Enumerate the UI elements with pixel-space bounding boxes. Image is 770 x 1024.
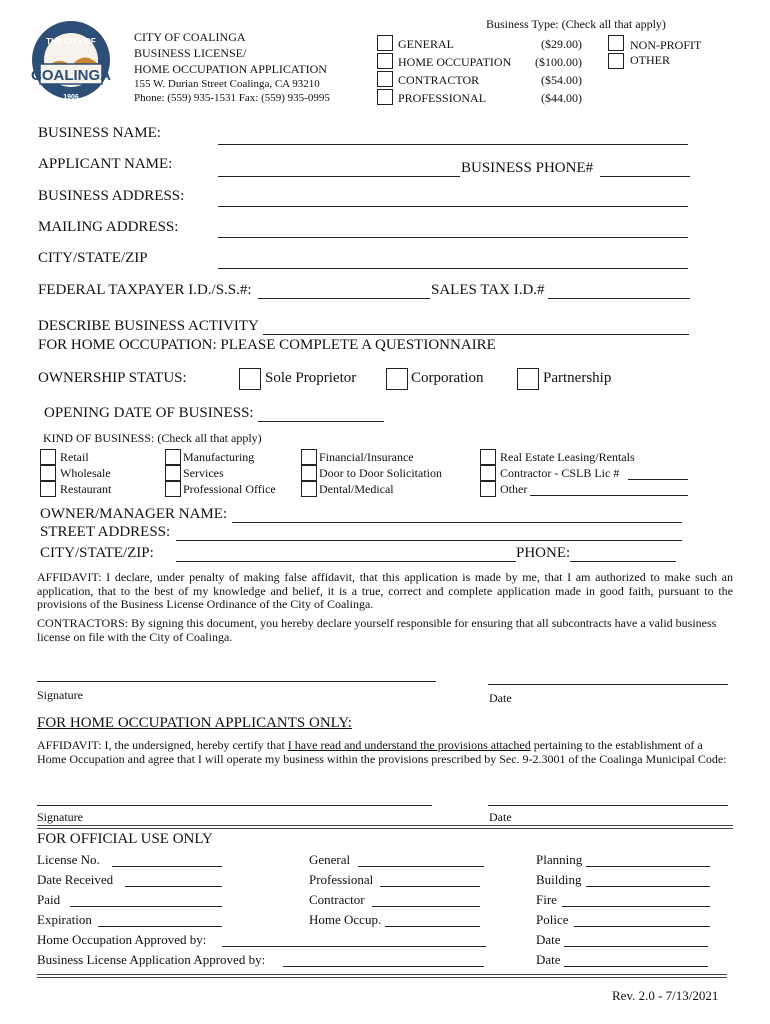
official-heading: FOR OFFICIAL USE ONLY xyxy=(37,831,213,847)
home-occup-official-label: Home Occup. xyxy=(309,912,382,927)
home-approved-date-field[interactable] xyxy=(564,946,708,947)
home-occ-signature-field[interactable] xyxy=(37,805,432,806)
restaurant-checkbox[interactable] xyxy=(40,481,56,497)
opening-date-field[interactable] xyxy=(258,421,384,422)
home-occ-heading: FOR HOME OCCUPATION APPLICANTS ONLY: xyxy=(37,715,352,731)
questionnaire-note: FOR HOME OCCUPATION: PLEASE COMPLETE A QUESTIONNAIRE xyxy=(38,337,496,353)
cslb-number-field[interactable] xyxy=(628,479,688,480)
corporation-label: Corporation xyxy=(411,370,484,386)
dental-medical-checkbox[interactable] xyxy=(301,481,317,497)
contractor-official-label: Contractor xyxy=(309,892,365,907)
police-field[interactable] xyxy=(574,926,710,927)
partnership-checkbox[interactable] xyxy=(517,368,539,390)
business-name-field[interactable] xyxy=(218,144,688,145)
building-label: Building xyxy=(536,872,582,887)
license-no-label: License No. xyxy=(37,852,100,867)
corporation-checkbox[interactable] xyxy=(386,368,408,390)
bl-approved-date-label: Date xyxy=(536,952,561,967)
owner-phone-label: PHONE: xyxy=(516,545,571,561)
contractor-cslb-label: Contractor - CSLB Lic # xyxy=(500,466,620,480)
signature-field[interactable] xyxy=(37,681,436,682)
header-city: CITY OF COALINGA xyxy=(134,30,246,44)
svg-text:THE CITY OF: THE CITY OF xyxy=(46,37,96,46)
contractors-text: CONTRACTORS: By signing this document, you hereby declare yourself responsible for ensuring that all subcontracts have a valid business license on file with the City of Coalinga. xyxy=(37,616,717,644)
bl-approved-date-field[interactable] xyxy=(564,966,708,967)
retail-label: Retail xyxy=(60,450,89,464)
restaurant-label: Restaurant xyxy=(60,482,112,496)
manufacturing-label: Manufacturing xyxy=(183,450,255,464)
general-official-field[interactable] xyxy=(358,866,484,867)
opening-date-label: OPENING DATE OF BUSINESS: xyxy=(44,405,254,421)
city-state-zip-field[interactable] xyxy=(218,268,688,269)
services-checkbox[interactable] xyxy=(165,465,181,481)
real-estate-label: Real Estate Leasing/Rentals xyxy=(500,450,635,464)
home-occ-affidavit xyxy=(37,739,733,766)
home-approved-field[interactable] xyxy=(222,946,486,947)
other-type-checkbox[interactable] xyxy=(608,53,624,69)
owner-name-field[interactable] xyxy=(232,522,682,523)
general-fee: ($29.00) xyxy=(541,37,582,51)
manufacturing-checkbox[interactable] xyxy=(165,449,181,465)
applicant-name-label: APPLICANT NAME: xyxy=(38,156,173,172)
street-address-field[interactable] xyxy=(176,540,682,541)
business-phone-field[interactable] xyxy=(600,176,690,177)
bl-approved-field[interactable] xyxy=(283,966,484,967)
services-label: Services xyxy=(183,466,224,480)
svg-text:1906: 1906 xyxy=(63,94,79,101)
door-to-door-label: Door to Door Solicitation xyxy=(319,466,442,480)
official-divider-top xyxy=(37,825,733,829)
home-occ-aff-post: pertaining to the establishment of a Home Occupation and agree that I will operate my business within the provisions prescribed by Sec. 9-2.3001 of the Coalinga Municipal Code: xyxy=(37,738,727,766)
sales-tax-label: SALES TAX I.D.# xyxy=(431,282,545,298)
contractor-official-field[interactable] xyxy=(372,906,480,907)
wholesale-checkbox[interactable] xyxy=(40,465,56,481)
professional-official-label: Professional xyxy=(309,872,374,887)
contractor-label: CONTRACTOR xyxy=(398,73,480,87)
expiration-label: Expiration xyxy=(37,912,92,927)
coalinga-seal-icon xyxy=(30,14,112,106)
home-occupation-label: HOME OCCUPATION xyxy=(398,55,512,69)
mailing-address-field[interactable] xyxy=(218,237,688,238)
business-address-label: BUSINESS ADDRESS: xyxy=(38,188,185,204)
general-official-label: General xyxy=(309,852,351,867)
business-type-heading: Business Type: (Check all that apply) xyxy=(486,17,666,31)
partnership-label: Partnership xyxy=(543,370,612,386)
header-address: 155 W. Durian Street Coalinga, CA 93210 xyxy=(134,78,320,90)
owner-csz-field[interactable] xyxy=(176,561,516,562)
describe-activity-field[interactable] xyxy=(263,334,689,335)
owner-csz-label: CITY/STATE/ZIP: xyxy=(40,545,154,561)
professional-checkbox[interactable] xyxy=(377,89,393,105)
date-field[interactable] xyxy=(488,684,728,685)
business-address-field[interactable] xyxy=(218,206,688,207)
federal-id-label: FEDERAL TAXPAYER I.D./S.S.#: xyxy=(38,282,252,298)
non-profit-label: NON-PROFIT xyxy=(630,38,702,52)
other-kind-field[interactable] xyxy=(530,495,688,496)
bl-approved-label: Business License Application Approved by: xyxy=(37,952,266,967)
describe-activity-label: DESCRIBE BUSINESS ACTIVITY xyxy=(38,318,259,334)
home-occ-signature-label: Signature xyxy=(37,810,83,824)
business-name-label: BUSINESS NAME: xyxy=(38,125,161,141)
home-occupation-checkbox[interactable] xyxy=(377,53,393,69)
professional-official-field[interactable] xyxy=(380,886,480,887)
financial-label: Financial/Insurance xyxy=(319,450,414,464)
professional-fee: ($44.00) xyxy=(541,91,582,105)
owner-name-label: OWNER/MANAGER NAME: xyxy=(40,506,228,522)
home-approved-date-label: Date xyxy=(536,932,561,947)
professional-label: PROFESSIONAL xyxy=(398,91,487,105)
contractor-fee: ($54.00) xyxy=(541,73,582,87)
home-approved-label: Home Occupation Approved by: xyxy=(37,932,207,947)
official-divider-bottom xyxy=(37,974,727,978)
home-occ-date-label: Date xyxy=(489,810,512,824)
header-title-1: BUSINESS LICENSE/ xyxy=(134,46,247,60)
mailing-address-label: MAILING ADDRESS: xyxy=(38,219,179,235)
general-checkbox[interactable] xyxy=(377,35,393,51)
real-estate-checkbox[interactable] xyxy=(480,449,496,465)
other-kind-label: Other xyxy=(500,482,528,496)
fire-label: Fire xyxy=(536,892,557,907)
date-label: Date xyxy=(489,691,512,705)
sales-tax-field[interactable] xyxy=(548,298,690,299)
dental-medical-label: Dental/Medical xyxy=(319,482,394,496)
paid-field[interactable] xyxy=(70,906,222,907)
fire-field[interactable] xyxy=(562,906,710,907)
city-seal-logo xyxy=(30,14,112,106)
professional-office-label: Professional Office xyxy=(183,482,276,496)
license-no-field[interactable] xyxy=(112,866,222,867)
header-phone: Phone: (559) 935-1531 Fax: (559) 935-0995 xyxy=(134,92,330,104)
sole-proprietor-checkbox[interactable] xyxy=(239,368,261,390)
door-to-door-checkbox[interactable] xyxy=(301,465,317,481)
contractor-checkbox[interactable] xyxy=(377,71,393,87)
city-state-zip-label: CITY/STATE/ZIP xyxy=(38,250,148,266)
date-received-field[interactable] xyxy=(125,886,222,887)
building-field[interactable] xyxy=(586,886,710,887)
home-occupation-fee: ($100.00) xyxy=(535,55,582,69)
owner-phone-field[interactable] xyxy=(570,561,676,562)
home-occ-aff-underlined: I have read and understand the provisions attached xyxy=(287,738,531,752)
wholesale-label: Wholesale xyxy=(60,466,111,480)
home-occup-official-field[interactable] xyxy=(385,926,480,927)
home-occ-date-field[interactable] xyxy=(488,805,728,806)
other-type-label: OTHER xyxy=(630,53,670,67)
home-occ-aff-pre: AFFIDAVIT: I, the undersigned, hereby certify that xyxy=(37,738,288,752)
paid-label: Paid xyxy=(37,892,61,907)
kind-heading: KIND OF BUSINESS: (Check all that apply) xyxy=(43,431,262,445)
signature-label: Signature xyxy=(37,688,83,702)
planning-label: Planning xyxy=(536,852,583,867)
other-kind-checkbox[interactable] xyxy=(480,481,496,497)
sole-proprietor-label: Sole Proprietor xyxy=(265,370,357,386)
expiration-field[interactable] xyxy=(98,926,222,927)
retail-checkbox[interactable] xyxy=(40,449,56,465)
professional-office-checkbox[interactable] xyxy=(165,481,181,497)
revision-label: Rev. 2.0 - 7/13/2021 xyxy=(612,988,719,1003)
affidavit-text: AFFIDAVIT: I declare, under penalty of making false affidavit, that this application is made by me, that I am authorized to make such an application, that to the best of my knowledge and belief, it is a true, correct and complete application made in good faith, pursuant to the provisions of the Business License Ordinance of the City of Coalinga. xyxy=(37,570,733,611)
header-title-2: HOME OCCUPATION APPLICATION xyxy=(134,62,327,76)
police-label: Police xyxy=(536,912,569,927)
planning-field[interactable] xyxy=(586,866,710,867)
financial-checkbox[interactable] xyxy=(301,449,317,465)
non-profit-checkbox[interactable] xyxy=(608,35,624,51)
general-label: GENERAL xyxy=(398,37,454,51)
date-received-label: Date Received xyxy=(37,872,114,887)
contractor-cslb-checkbox[interactable] xyxy=(480,465,496,481)
applicant-name-field[interactable] xyxy=(218,176,460,177)
svg-text:COALINGA: COALINGA xyxy=(31,67,111,84)
ownership-label: OWNERSHIP STATUS: xyxy=(38,370,187,386)
street-address-label: STREET ADDRESS: xyxy=(40,524,171,540)
federal-id-field[interactable] xyxy=(258,298,430,299)
business-phone-label: BUSINESS PHONE# xyxy=(461,160,594,176)
